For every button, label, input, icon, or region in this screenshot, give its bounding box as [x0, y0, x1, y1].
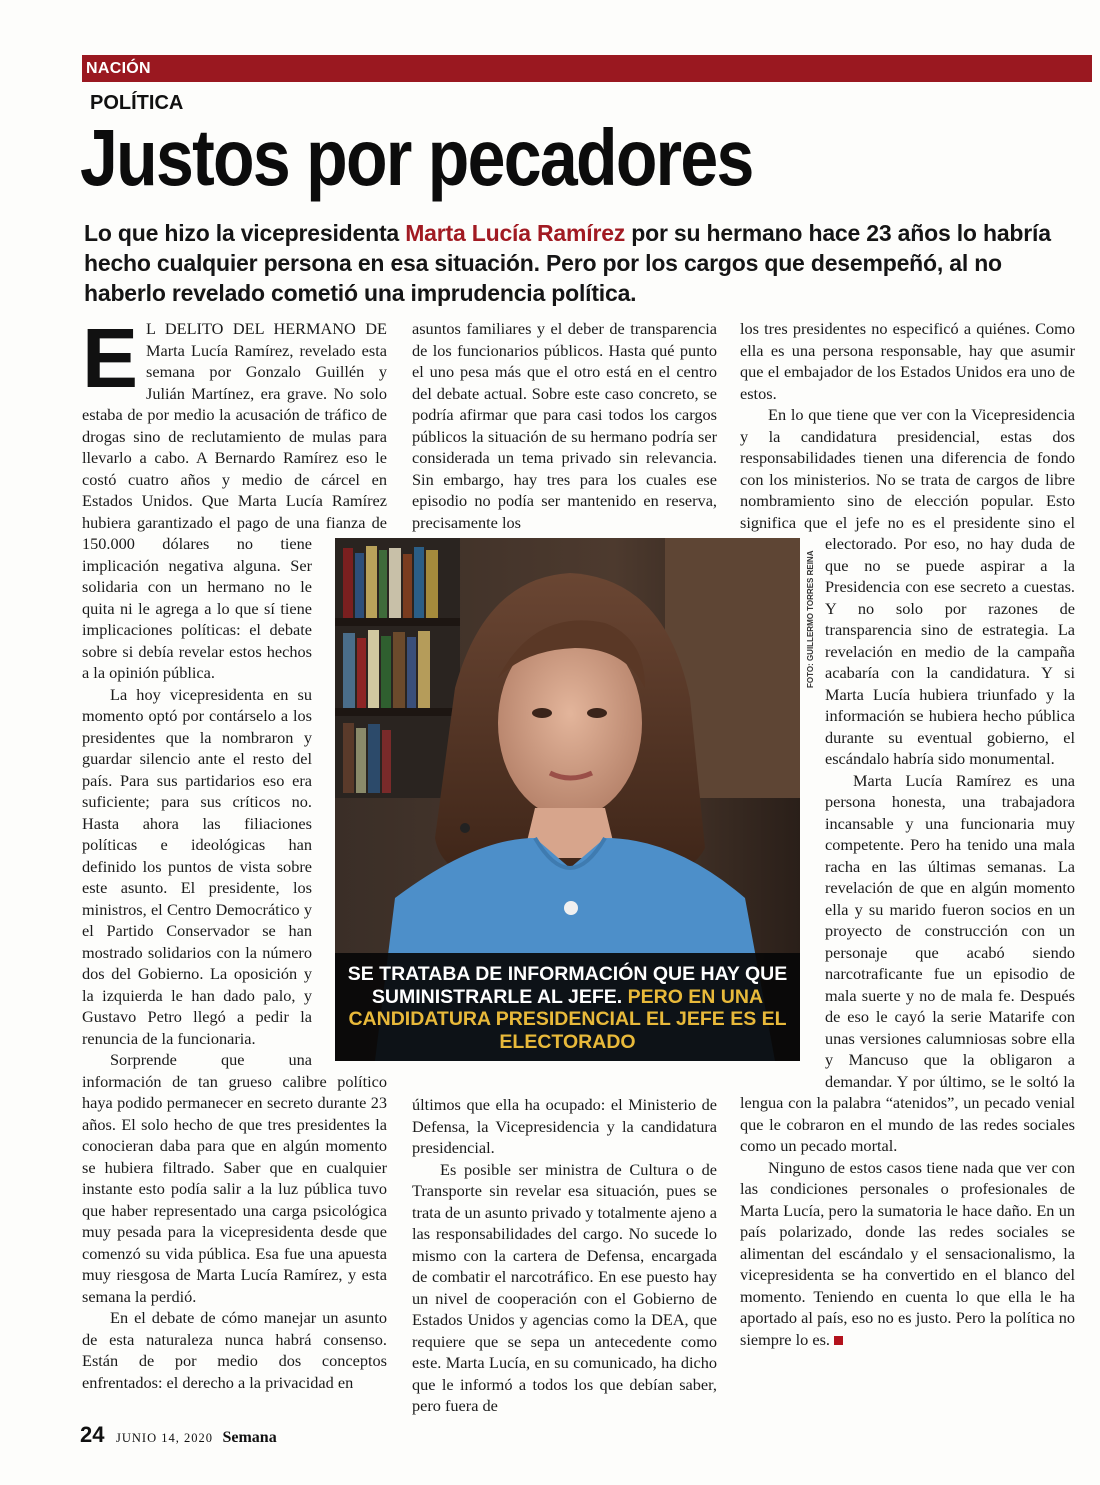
lead-paragraph [84, 218, 1084, 308]
caption-white: SE TRATABA DE INFORMACIÓN QUE HAY QUE SUMINISTRARLE AL JEFE. [347, 963, 788, 1008]
photo-caption [335, 953, 800, 1061]
lead-text-2: por su hermano hace 23 años lo habría hecho cualquier persona en esa situación. Pero por los cargos que desempeñó, al no haberlo revelado cometió una imprudencia política. [84, 220, 1051, 306]
pendant [564, 901, 578, 915]
body-paragraph [740, 1157, 1075, 1351]
body-paragraph: En el debate de cómo manejar un asunto de esta naturaleza nunca habrá consenso. Están de por medio dos conceptos enfrentados: el derecho a la privacidad en [82, 1308, 387, 1392]
end-mark-icon [834, 1336, 843, 1345]
section-bar [82, 55, 1092, 82]
body-column-2-top [412, 318, 717, 533]
article-photo [335, 538, 800, 1061]
body-text: Ninguno de estos casos tiene nada que ver con las condiciones personales o profesionales de Marta Lucía, pero la sumatoria le hace daño. En un país polarizado, donde las redes sociales se alimentan del escándalo y el sensacionalismo, la vicepresidenta se ha convertido en el blanco del momento. Teniendo en cuenta lo que ella le ha aportado al país, eso no es justo. Pero la política no siempre lo es. [740, 1157, 1075, 1349]
body-paragraph: últimos que ella ha ocupado: el Ministerio de Defensa, la Vicepresidencia y la candidatura presidencial. [412, 1095, 717, 1157]
issue-date: JUNIO 14, 2020 [115, 1431, 213, 1445]
lead-highlight-name: Marta Lucía Ramírez [405, 220, 626, 246]
caption-gold: PERO EN UNA CANDIDATURA PRESIDENCIAL EL JEFE ES EL ELECTORADO [348, 985, 787, 1053]
body-column-2-bottom [412, 1094, 717, 1417]
body-paragraph: los tres presidentes no especificó a quiénes. Como ella es una persona responsable, hay que asumir que el embajador de los Estados Unidos era uno de estos. [740, 319, 1075, 403]
body-paragraph: Es posible ser ministra de Cultura o de Transporte sin revelar esa situación, pues se trata de un asunto privado y totalmente ajeno a las responsabilidades del cargo. No sucede lo mismo con la cartera de Defensa, encargada de combatir el narcotráfico. En ese puesto hay un nivel de cooperación con el Gobierno de Estados Unidos y agencias como la DEA, que requiere que se sepa un antecedente como este. Marta Lucía, en su comunicado, ha dicho que le informó a todos los que debían saber, pero fuera de [412, 1159, 717, 1415]
body-paragraph: Sorprende que una información de tan grueso calibre político haya podido permanecer en secreto durante 23 años. El solo hecho de que tres presidentes la conocieran daba para que en algún momento se hubiera filtrado. Saber que en cualquier instante esto podía salir a la luz pública tuvo que haber representado una carga psicológica muy pesada para la vicepresidenta desde que comenzó su vida pública. Esa fue una apuesta muy riesgosa de Marta Lucía Ramírez, y esta semana la perdió. [82, 1050, 387, 1306]
body-paragraph: Marta Lucía Ramírez es una persona honesta, una trabajadora incansable y una funcionaria muy competente. Pero ha tenido una mala racha en las últimas semanas. La revelación de que en algún momento ella y su marido fueron socios en un proyecto de construcción con un personaje que acabó siendo narcotraficante fue un episodio de mala suerte y no de mala fe. Después de eso le cayó la serie Matarife con unas versiones calumniosas sobre ella y Mancuso que la obligaron a demandar. Y por último, se le soltó la lengua con la palabra “atenidos”, un pecado venial que le cobraron en el mundo de las redes sociales como un pecado mortal. [740, 770, 1075, 1155]
body-paragraph: La hoy vicepresidenta en su momento optó por contárselo a los presidentes que la nombraron y guardar silencio ante el resto del país. Para sus partidarios eso era suficiente; para sus críticos no. Hasta ahora las filiaciones políticas e ideológicas han definido los puntos de vista sobre este asunto. El presidente, los ministros, el Centro Democrático y el Partido Conservador se han mostrado solidarios con la número dos del Gobierno. La oposición y la izquierda le han dado palo, y Gustavo Petro llegó a pedir la renuncia de la funcionaria. [82, 684, 312, 1048]
body-paragraph: asuntos familiares y el deber de transparencia de los funcionarios públicos. Hasta qué punto el uno pesa más que el otro está en el centro del debate actual. Sobre este caso concreto, se podría afirmar que para casi todos los cargos públicos la situación de su hermano podría ser considerada un tema privado sin relevancia. Sin embargo, hay tres para los cuales ese episodio no podía ser mantenido en reserva, precisamente los [412, 319, 717, 532]
lead-text-1: Lo que hizo la vicepresidenta [84, 220, 406, 246]
body-text: L DELITO DEL HERMANO DE Marta Lucía Ramírez, revelado esta semana por Gonzalo Guillén y Julián Martínez, era grave. No solo estaba de por medio la acusación de tráfico de drogas sino de reclutamiento de mulas para llevarlo a cabo. A Bernardo Ramírez eso le costó cuatro años y medio de cárcel en Estados Unidos. Que Marta Lucía Ramírez hubiera garantizado el pago de una fianza de 150.000 dólares no tiene implicación negativa alguna. Ser solidaria con un hermano no le quita ni le agrega a lo que sí tiene implicaciones políticas: el debate sobre si debía revelar estos hechos a la opinión pública. [82, 319, 387, 682]
kicker: POLÍTICA [90, 92, 184, 114]
page-number: 24 [80, 1422, 105, 1447]
magazine-name: Semana [222, 1429, 277, 1446]
headline: Justos por pecadores [80, 113, 753, 202]
microphone [460, 823, 470, 833]
body-paragraph: En lo que tiene que ver con la Vicepresidencia y la candidatura presidencial, estas dos responsabilidades tienen una diferencia de fondo con los ministerios. No se trata de cargos de libre nombramiento sino de elección popular. Esto significa que el jefe no es el presidente sino el electorado. Por eso, no hay duda de que no se puede aspirar a la Presidencia con ese secreto a cuestas. Y no solo por razones de transparencia sino de estrategia. La revelación en medio de la campaña acabaría con la candidatura. Y si Marta Lucía hubiera triunfado y la información se hubiera hecho pública durante su eventual gobierno, el escándalo habría sido monumental. [740, 405, 1075, 768]
drop-cap: E [82, 311, 139, 405]
photo-credit: FOTO: GUILLERMO TORRES REINA [806, 550, 815, 688]
page-footer [80, 1422, 277, 1448]
section-label: NACIÓN [86, 60, 151, 77]
